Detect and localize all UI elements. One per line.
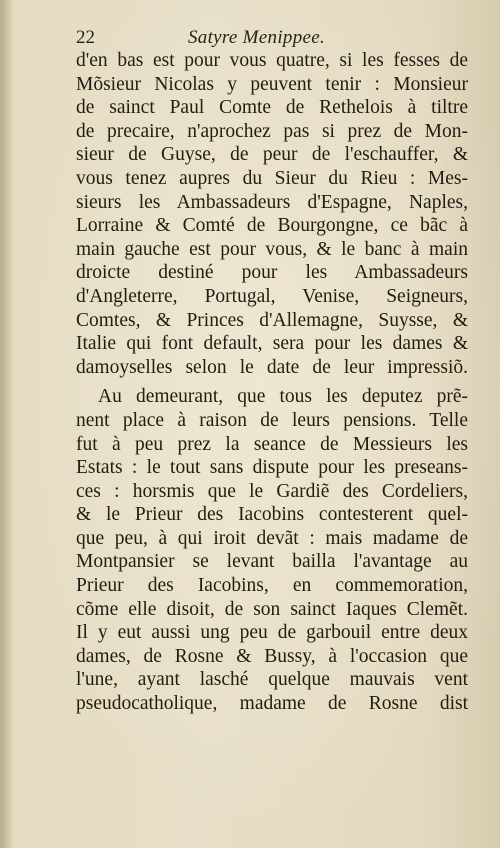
page-header <box>76 26 462 50</box>
text-line: damoyselles selon le date de leur impressiõ. <box>76 356 468 378</box>
text-line: droicte destiné pour les Ambassadeurs <box>76 262 468 284</box>
text-line: nent place à raison de leurs pensions. Telle <box>76 409 468 431</box>
text-line: & le Prieur des Iacobins contesterent quel- <box>76 504 468 526</box>
text-line: Mõsieur Nicolas y peuvent tenir : Monsieur <box>76 73 468 95</box>
page-gutter-shadow <box>0 0 14 848</box>
text-line: l'une, ayant lasché quelque mauvais vent <box>76 669 468 691</box>
text-line: d'en bas est pour vous quatre, si les fesses de <box>76 50 468 71</box>
text-line: sieurs les Ambassadeurs d'Espagne, Naples, <box>76 191 468 213</box>
text-line: Estats : le tout sans dispute pour les preseans- <box>76 457 468 479</box>
text-line: pseudocatholique, madame de Rosne dist <box>76 693 468 715</box>
text-line: Au demeurant, que tous les deputez prẽ- <box>98 386 468 408</box>
text-line: Lorraine & Comté de Bourgongne, ce bãc à <box>76 215 468 237</box>
text-line: main gauche est pour vous, & le banc à main <box>76 238 468 260</box>
text-line: que peu, à qui iroit devãt : mais madame de <box>76 527 468 549</box>
text-line: d'Angleterre, Portugal, Venise, Seigneurs, <box>76 285 468 307</box>
text-line: dames, de Rosne & Bussy, à l'occasion que <box>76 645 468 667</box>
body-text <box>76 49 468 716</box>
text-line: ces : horsmis que le Gardiẽ des Cordeliers, <box>76 480 468 502</box>
text-line: de precaire, n'aprochez pas si prez de Mon- <box>76 120 468 142</box>
text-line: Il y eut aussi ung peu de garbouil entre deux <box>76 622 468 644</box>
text-line: vous tenez aupres du Sieur du Rieu : Mes- <box>76 167 468 189</box>
text-line: Prieur des Iacobins, en commemoration, <box>76 575 468 597</box>
text-line: Italie qui font default, sera pour les dames & <box>76 333 468 355</box>
paragraph-1 <box>76 49 468 379</box>
text-line: cõme elle disoit, de son sainct Iaques Clemẽt. <box>76 598 468 620</box>
text-line: Montpansier se levant bailla l'avantage au <box>76 551 468 573</box>
paragraph-2 <box>76 385 468 715</box>
text-line: de sainct Paul Comte de Rethelois à tiltre <box>76 97 468 119</box>
page-number: 22 <box>76 27 95 48</box>
running-title: Satyre Menippee. <box>188 27 326 48</box>
text-line: sieur de Guyse, de peur de l'eschauffer, & <box>76 144 468 166</box>
text-line: fut à peu prez la seance de Messieurs les <box>76 433 468 455</box>
text-line: Comtes, & Princes d'Allemagne, Suysse, & <box>76 309 468 331</box>
